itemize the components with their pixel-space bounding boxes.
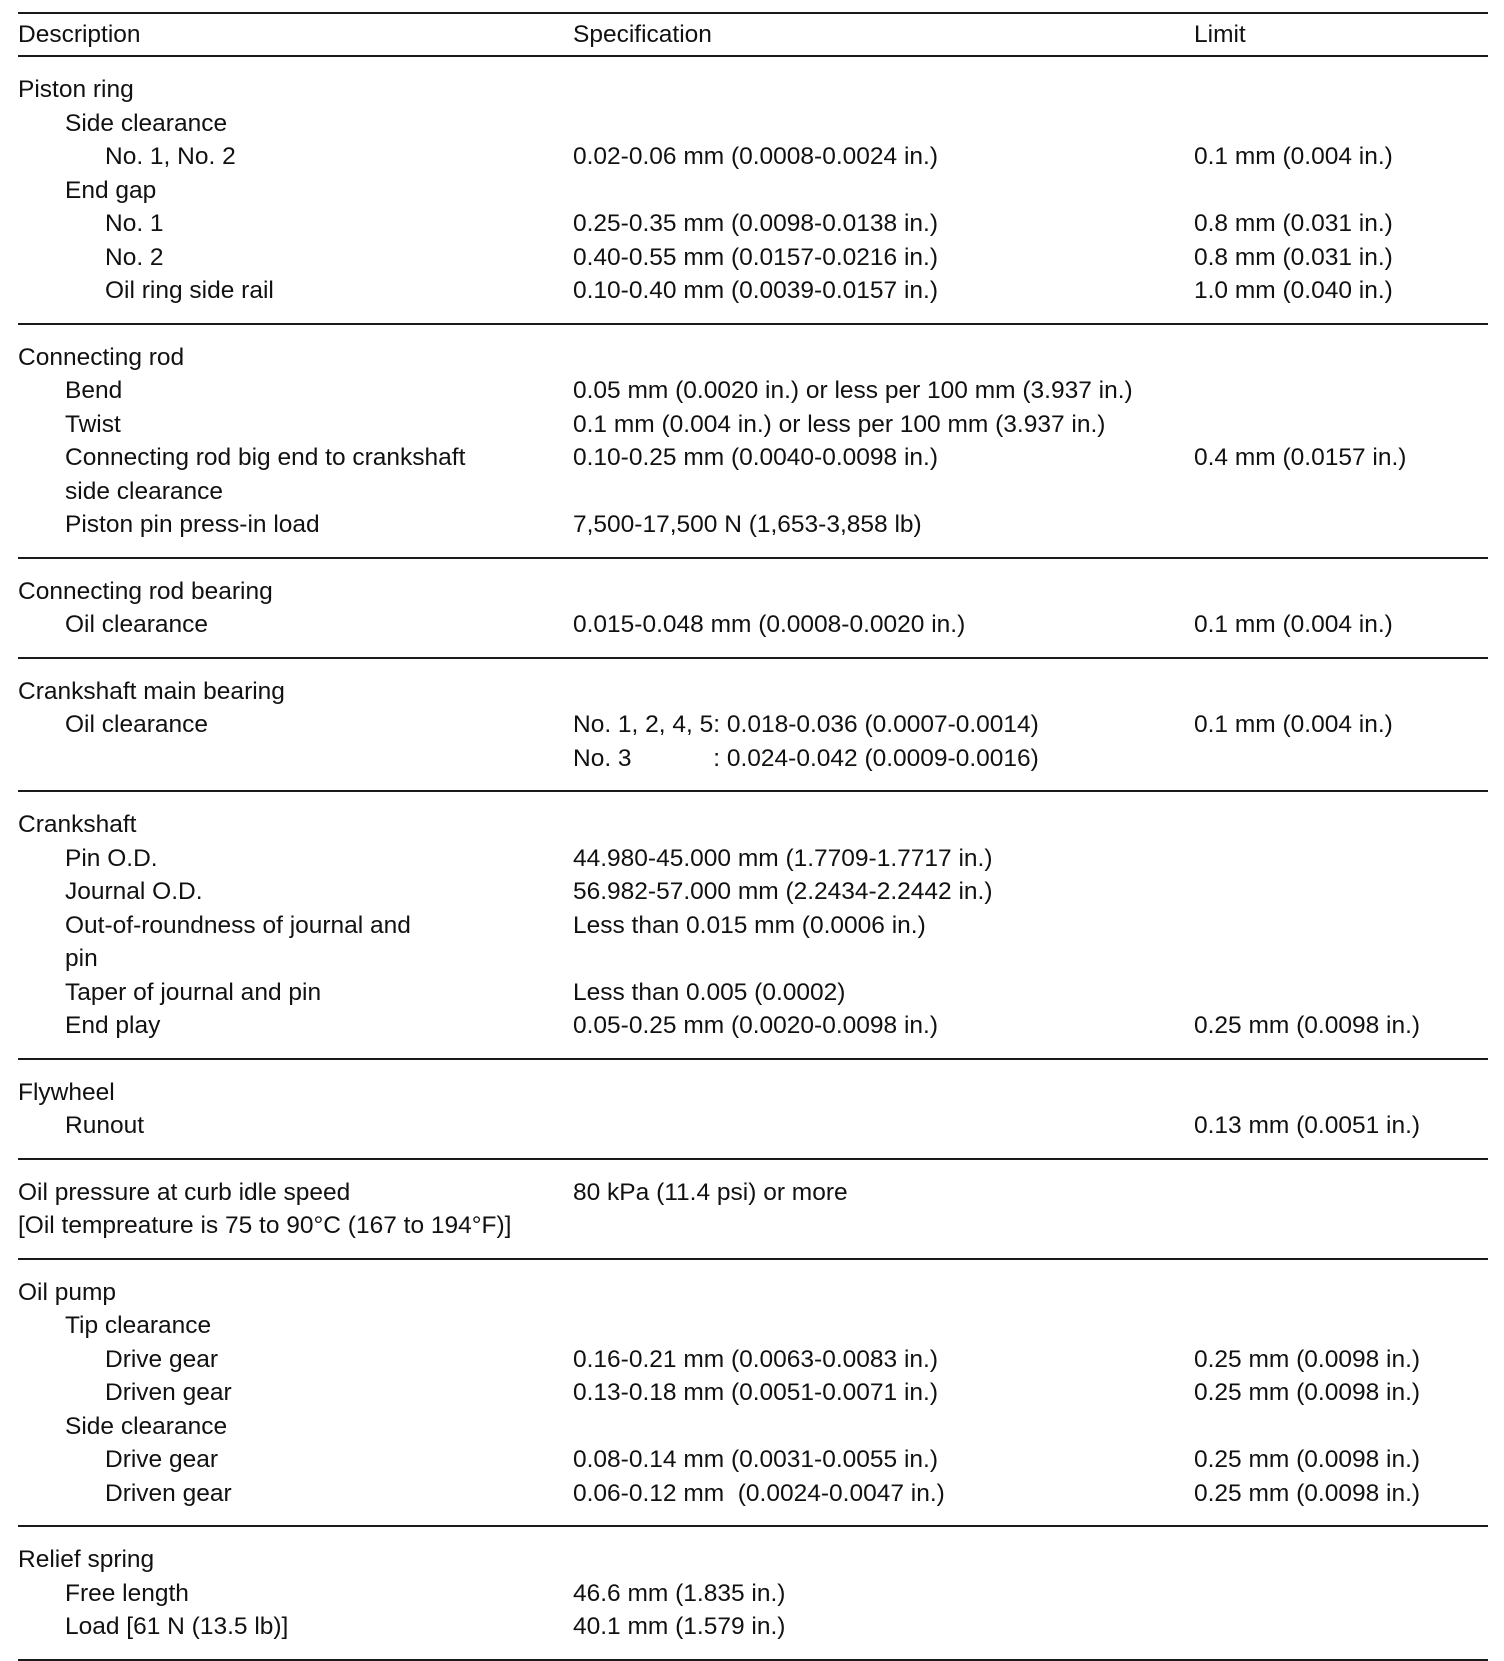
row-label: Bend: [65, 377, 123, 404]
section-title: Connecting rod: [18, 343, 185, 371]
table-row: [18, 1543, 1488, 1577]
row-limit: 0.1 mm (0.004 in.): [1194, 611, 1393, 638]
section-rod-bearing: [18, 559, 1488, 659]
section-oil-pump: [18, 1260, 1488, 1528]
row-spec: 56.982-57.000 mm (2.2434-2.2442 in.): [573, 878, 993, 905]
row-note: [Oil tempreature is 75 to 90°C (167 to 194°F)]: [18, 1212, 512, 1239]
row-label: Free length: [65, 1579, 189, 1607]
table-row: [18, 1343, 1488, 1377]
section-title: Piston ring: [18, 76, 134, 103]
row-spec: 46.6 mm (1.835 in.): [573, 1579, 786, 1607]
table-row: [18, 73, 1488, 107]
row-limit: 0.25 mm (0.0098 in.): [1194, 1345, 1421, 1373]
section-relief-spring: [18, 1527, 1488, 1661]
table-row: [18, 207, 1488, 241]
table-row: [18, 1477, 1488, 1511]
section-title: Crankshaft main bearing: [18, 677, 285, 705]
row-spec: 0.40-0.55 mm (0.0157-0.0216 in.): [573, 243, 938, 271]
section-flywheel: [18, 1060, 1488, 1160]
row-spec: 40.1 mm (1.579 in.): [573, 1613, 786, 1640]
table-row: [18, 475, 1488, 509]
table-row: [18, 408, 1488, 442]
row-spec: 0.08-0.14 mm (0.0031-0.0055 in.): [573, 1446, 938, 1473]
row-limit: 0.1 mm (0.004 in.): [1194, 143, 1393, 170]
table-row: [18, 374, 1488, 408]
table-row: [18, 140, 1488, 174]
row-spec: 0.05-0.25 mm (0.0020-0.0098 in.): [573, 1012, 938, 1039]
row-label: Oil clearance: [65, 711, 208, 738]
table-row: [18, 1209, 1488, 1243]
row-spec: 0.10-0.40 mm (0.0039-0.0157 in.): [573, 277, 938, 304]
table-row: [18, 241, 1488, 275]
table-header: [18, 14, 1488, 57]
row-label: Journal O.D.: [65, 878, 203, 905]
section-oil-pressure: [18, 1160, 1488, 1260]
row-label: Driven gear: [105, 1479, 232, 1507]
row-label: Runout: [65, 1112, 145, 1139]
table-row: [18, 1276, 1488, 1310]
row-label: Drive gear: [105, 1446, 219, 1473]
row-spec: 0.10-0.25 mm (0.0040-0.0098 in.): [573, 444, 938, 471]
subgroup-label: Side clearance: [65, 109, 228, 137]
table-row: [18, 508, 1488, 542]
row-limit: 0.1 mm (0.004 in.): [1194, 711, 1393, 738]
section-connecting-rod: [18, 325, 1488, 559]
table-row: [18, 608, 1488, 642]
row-spec: 0.25-0.35 mm (0.0098-0.0138 in.): [573, 210, 938, 237]
table-row: [18, 909, 1488, 943]
row-label: Oil ring side rail: [105, 277, 274, 304]
table-row: [18, 1109, 1488, 1143]
table-row: [18, 1309, 1488, 1343]
row-label: Load [61 N (13.5 lb)]: [65, 1613, 289, 1640]
header-limit: Limit: [1194, 20, 1246, 48]
row-label-continued: side clearance: [65, 477, 223, 505]
table-row: [18, 107, 1488, 141]
row-limit: 0.25 mm (0.0098 in.): [1194, 1012, 1421, 1039]
section-main-bearing: [18, 659, 1488, 793]
table-row: [18, 1610, 1488, 1644]
subgroup-label: End gap: [65, 176, 157, 204]
row-label: Pin O.D.: [65, 844, 158, 872]
row-spec: No. 1, 2, 4, 5: 0.018-0.036 (0.0007-0.0014): [573, 711, 1039, 738]
row-label: End play: [65, 1012, 161, 1039]
table-row: [18, 174, 1488, 208]
row-limit: 0.4 mm (0.0157 in.): [1194, 444, 1407, 471]
table-row: [18, 1443, 1488, 1477]
row-label: No. 1, No. 2: [105, 143, 236, 170]
subgroup-label: Tip clearance: [65, 1312, 212, 1339]
header-specification: Specification: [573, 20, 712, 48]
row-spec-continued: No. 3 : 0.024-0.042 (0.0009-0.0016): [573, 744, 1039, 772]
table-row: [18, 708, 1488, 742]
table-row: [18, 976, 1488, 1010]
section-title: Relief spring: [18, 1546, 155, 1573]
row-label: Twist: [65, 410, 121, 438]
row-spec: 0.06-0.12 mm (0.0024-0.0047 in.): [573, 1479, 945, 1507]
table-row: [18, 842, 1488, 876]
row-spec: 44.980-45.000 mm (1.7709-1.7717 in.): [573, 844, 993, 872]
row-label: Oil clearance: [65, 611, 208, 638]
row-label: Drive gear: [105, 1345, 219, 1373]
table-row: [18, 1176, 1488, 1210]
row-spec: 0.015-0.048 mm (0.0008-0.0020 in.): [573, 611, 966, 638]
section-piston-ring: [18, 57, 1488, 325]
table-row: [18, 1376, 1488, 1410]
table-row: [18, 742, 1488, 776]
subgroup-label: Side clearance: [65, 1412, 228, 1440]
table-row: [18, 1009, 1488, 1043]
row-limit: 0.25 mm (0.0098 in.): [1194, 1479, 1421, 1507]
table-row: [18, 875, 1488, 909]
row-label: Connecting rod big end to crankshaft: [65, 444, 466, 471]
table-row: [18, 441, 1488, 475]
row-spec: 0.1 mm (0.004 in.) or less per 100 mm (3.937 in.): [573, 410, 1106, 438]
row-limit: 0.13 mm (0.0051 in.): [1194, 1112, 1421, 1139]
table-row: [18, 675, 1488, 709]
section-crankshaft: [18, 792, 1488, 1060]
row-spec: Less than 0.015 mm (0.0006 in.): [573, 911, 926, 939]
table-row: [18, 1577, 1488, 1611]
row-label: Oil pressure at curb idle speed: [18, 1178, 351, 1206]
row-limit: 0.25 mm (0.0098 in.): [1194, 1446, 1421, 1473]
section-title: Crankshaft: [18, 811, 137, 838]
row-spec: Less than 0.005 (0.0002): [573, 978, 846, 1006]
row-label: No. 2: [105, 243, 164, 271]
table-row: [18, 274, 1488, 308]
table-row: [18, 942, 1488, 976]
row-limit: 0.25 mm (0.0098 in.): [1194, 1379, 1421, 1406]
row-label: Taper of journal and pin: [65, 978, 322, 1006]
row-label: Out-of-roundness of journal and: [65, 911, 411, 939]
row-spec: 0.13-0.18 mm (0.0051-0.0071 in.): [573, 1379, 938, 1406]
row-limit: 0.8 mm (0.031 in.): [1194, 243, 1393, 271]
row-spec: 0.05 mm (0.0020 in.) or less per 100 mm (3.937 in.): [573, 377, 1133, 404]
row-spec: 0.02-0.06 mm (0.0008-0.0024 in.): [573, 143, 938, 170]
table-row: [18, 1076, 1488, 1110]
table-row: [18, 575, 1488, 609]
header-description: Description: [18, 20, 141, 48]
row-limit: 1.0 mm (0.040 in.): [1194, 277, 1393, 304]
section-title: Connecting rod bearing: [18, 577, 273, 605]
row-label: Driven gear: [105, 1379, 232, 1406]
spec-table: [18, 12, 1488, 1661]
row-label-continued: pin: [65, 945, 98, 972]
row-spec: 7,500-17,500 N (1,653-3,858 lb): [573, 511, 922, 538]
row-label: No. 1: [105, 210, 164, 237]
row-spec: 80 kPa (11.4 psi) or more: [573, 1178, 848, 1206]
table-row: [18, 341, 1488, 375]
section-title: Oil pump: [18, 1278, 117, 1306]
table-row: [18, 1410, 1488, 1444]
row-label: Piston pin press-in load: [65, 511, 320, 538]
section-title: Flywheel: [18, 1078, 115, 1106]
table-row: [18, 808, 1488, 842]
row-spec: 0.16-0.21 mm (0.0063-0.0083 in.): [573, 1345, 938, 1373]
row-limit: 0.8 mm (0.031 in.): [1194, 210, 1393, 237]
